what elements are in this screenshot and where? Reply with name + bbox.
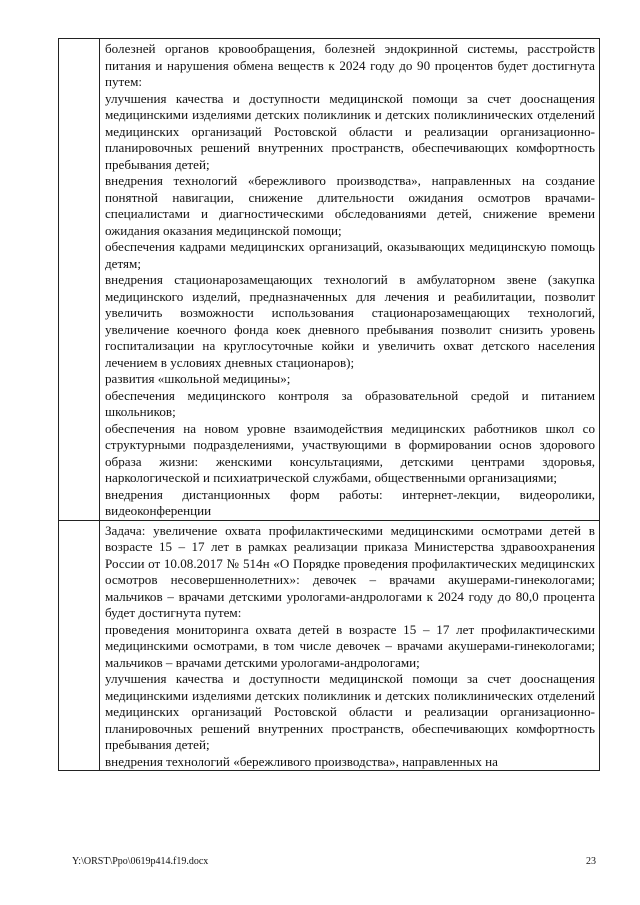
table-row	[59, 39, 600, 521]
paragraph: болезней органов кровообращения, болезней эндокринной системы, расстройств питания и нарушения обмена веществ к 2024 году до 90 процентов будет достигнута путем:	[105, 41, 595, 89]
paragraph: внедрения дистанционных форм работы: интернет-лекции, видеоролики, видеоконференции	[105, 486, 595, 518]
table-cell-empty	[59, 39, 100, 521]
table-cell-text	[100, 520, 600, 771]
paragraph: обеспечения медицинского контроля за образовательной средой и питанием школьников;	[105, 387, 595, 419]
table-cell-empty	[59, 520, 100, 771]
content-table	[58, 38, 600, 771]
paragraph: Задача: увеличение охвата профилактическими медицинскими осмотрами детей в возрасте 15 – 17 лет в рамках реализации приказа Министерства здравоохранения России от 10.08.2017 № 514н «О Порядке проведения профилактических медицинских осмотров несовершеннолетних»: девочек – врачами акушерами-гинекологами; мальчиков – врачами детскими урологами-андрологами к 2024 году до 80,0 процента будет достигнута путем:	[105, 522, 595, 620]
paragraph: обеспечения на новом уровне взаимодействия медицинских работников школ со структурными подразделениями, участвующими в формировании основ здорового образа жизни: женскими консультациями, детскими центрами здоровья, наркологической и психиатрической службами, общественными организациями;	[105, 420, 595, 485]
page-number: 23	[586, 856, 596, 867]
paragraph: обеспечения кадрами медицинских организаций, оказывающих медицинскую помощь детям;	[105, 239, 595, 271]
paragraph: улучшения качества и доступности медицинской помощи за счет дооснащения медицинскими изделиями детских поликлиник и детских поликлинических отделений медицинских организаций Ростовской области и реализации организационно-планировочных решений внутренних пространств, обеспечивающих комфортность пребывания детей;	[105, 90, 595, 172]
table-cell-text	[100, 39, 600, 521]
paragraph: развития «школьной медицины»;	[105, 371, 291, 386]
paragraph: проведения мониторинга охвата детей в возрасте 15 – 17 лет профилактическими медицинскими осмотрами, в том числе девочек – врачами акушерами-гинекологами; мальчиков – врачами детскими урологами-андрологами;	[105, 621, 595, 670]
table-row	[59, 520, 600, 771]
row2-text	[100, 521, 599, 771]
paragraph: улучшения качества и доступности медицинской помощи за счет дооснащения медицинскими изделиями детских поликлиник и детских поликлинических отделений медицинских организаций Ростовской области и реализации организационно-планировочных решений внутренних пространств, обеспечивающих комфортность пребывания детей;	[105, 671, 595, 752]
paragraph: внедрения стационарозамещающих технологий в амбулаторном звене (закупка медицинского изделий, предназначенных для лечения и реабилитации, позволит увеличить возможности использования стационарозамещающих технологий, увеличение коечного фонда коек дневного пребывания позволит снизить уровень госпитализации на круглосуточные койки и увеличить охват детского населения лечением в условиях дневных стационаров);	[105, 272, 595, 370]
paragraph: внедрения технологий «бережливого производства», направленных на	[105, 753, 498, 769]
row1-text	[100, 39, 599, 520]
paragraph: внедрения технологий «бережливого производства», направленных на создание понятной навигации, снижение длительности ожидания осмотров врачами-специалистами и диагностическими обследованиями детей, снижение времени ожидания оказания медицинской помощи;	[105, 173, 595, 238]
footer-file-path: Y:\ORST\Ppo\0619p414.f19.docx	[72, 856, 209, 867]
